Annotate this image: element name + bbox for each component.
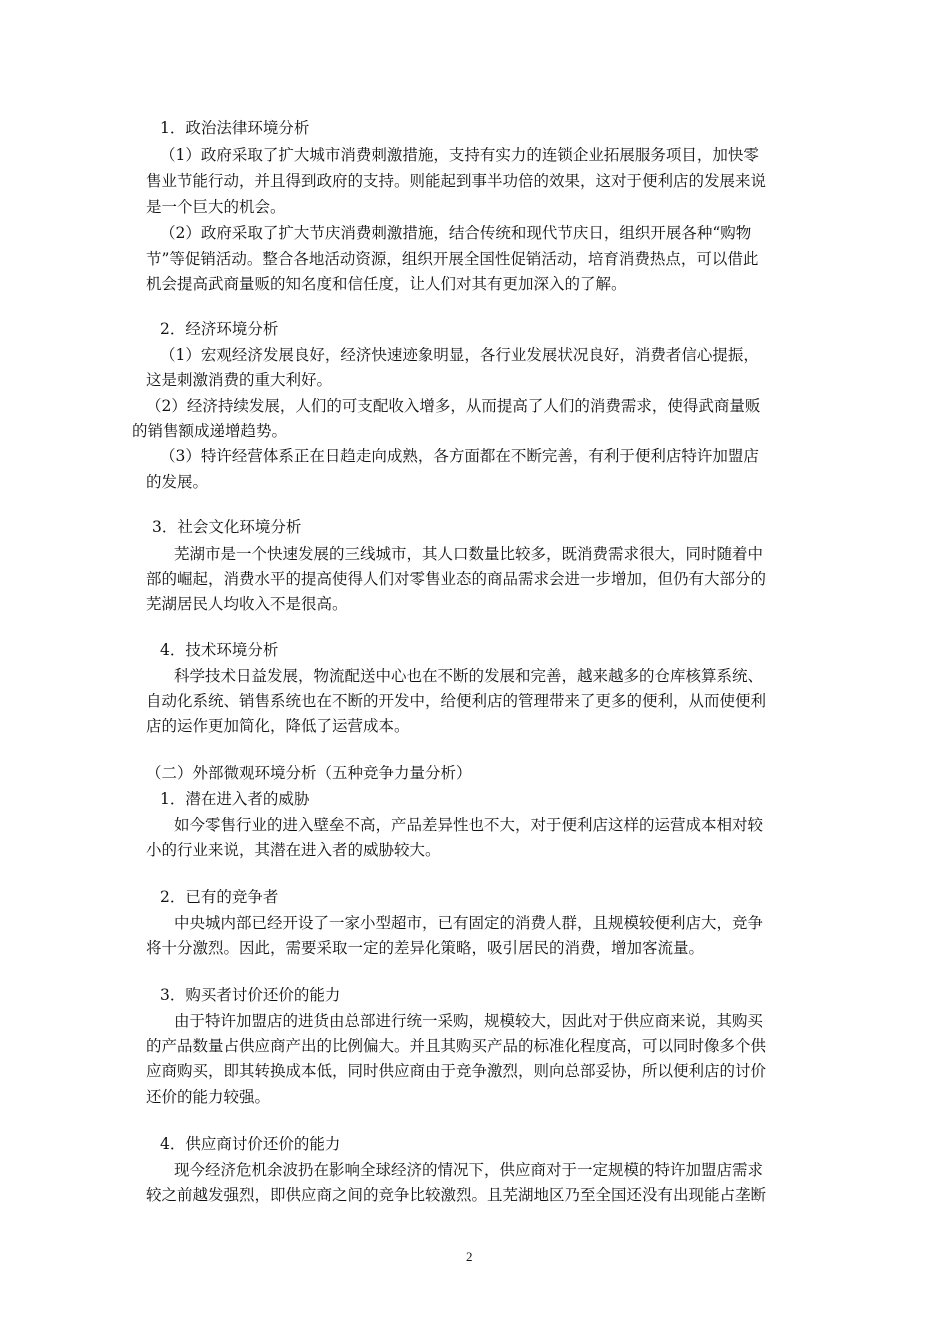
paragraph-line: 部的崛起，消费水平的提高使得人们对零售业态的商品需求会进一步增加，但仍有大部分的 [146,570,767,588]
paragraph-line: 店的运作更加简化，降低了运营成本。 [146,717,410,735]
paragraph-line: 节”等促销活动。整合各地活动资源，组织开展全国性促销活动，培育消费热点，可以借此 [146,250,759,268]
paragraph-line: 科学技术日益发展，物流配送中心也在不断的发展和完善，越来越多的仓库核算系统、 [174,667,764,685]
heading-existing-competitors: 2．已有的竞争者 [160,888,279,906]
heading-new-entrants: 1．潜在进入者的威胁 [160,790,310,808]
paragraph-line: （2）经济持续发展，人们的可支配收入增多，从而提高了人们的消费需求，使得武商量贩 [146,397,761,415]
paragraph-line: 现今经济危机余波扔在影响全球经济的情况下，供应商对于一定规模的特许加盟店需求 [174,1161,764,1179]
paragraph-line: 自动化系统、销售系统也在不断的开发中，给便利店的管理带来了更多的便利，从而使便利 [146,692,767,710]
paragraph-line: （1）政府采取了扩大城市消费刺激措施，支持有实力的连锁企业拓展服务项目，加快零 [160,146,759,164]
heading-buyer-power: 3．购买者讨价还价的能力 [160,986,341,1004]
paragraph-line: 应商购买，即其转换成本低，同时供应商由于竞争激烈，则向总部妥协，所以便利店的讨价 [146,1062,767,1080]
heading-social-cultural: 3．社会文化环境分析 [152,518,302,536]
paragraph-line: （3）特许经营体系正在日趋走向成熟，各方面都在不断完善，有利于便利店特许加盟店 [160,447,759,465]
paragraph-line: 芜湖市是一个快速发展的三线城市，其人口数量比较多，既消费需求很大，同时随着中 [174,545,764,563]
paragraph-line: 的销售额成递增趋势。 [132,422,288,440]
paragraph-line: 的发展。 [146,473,209,491]
paragraph-line: （1）宏观经济发展良好，经济快速迹象明显，各行业发展状况良好，消费者信心提振， [160,346,759,364]
paragraph-line: 的产品数量占供应商产出的比例偏大。并且其购买产品的标准化程度高，可以同时像多个供 [146,1037,767,1055]
paragraph-line: 将十分激烈。因此，需要采取一定的差异化策略，吸引居民的消费，增加客流量。 [146,939,705,957]
heading-technology: 4．技术环境分析 [160,641,279,659]
page-number: 2 [466,1249,473,1264]
paragraph-line: 芜湖居民人均收入不是很高。 [146,595,348,613]
paragraph-line: 较之前越发强烈，即供应商之间的竞争比较激烈。且芜湖地区乃至全国还没有出现能占垄断 [146,1186,767,1204]
heading-political-legal: 1．政治法律环境分析 [160,119,310,137]
paragraph-line: 如今零售行业的进入壁垒不高，产品差异性也不大，对于便利店这样的运营成本相对较 [174,816,764,834]
paragraph-line: 机会提高武商量贩的知名度和信任度，让人们对其有更加深入的了解。 [146,275,627,293]
paragraph-line: 还价的能力较强。 [146,1088,271,1106]
paragraph-line: 售业节能行动，并且得到政府的支持。则能起到事半功倍的效果，这对于便利店的发展来说 [146,172,767,190]
paragraph-line: 小的行业来说，其潜在进入者的威胁较大。 [146,841,441,859]
paragraph-line: 是一个巨大的机会。 [146,198,286,216]
section-heading-micro: （二）外部微观环境分析（五种竞争力量分析） [146,764,472,782]
paragraph-line: 由于特许加盟店的进货由总部进行统一采购，规模较大，因此对于供应商来说，其购买 [174,1012,764,1030]
heading-supplier-power: 4．供应商讨价还价的能力 [160,1135,341,1153]
paragraph-line: （2）政府采取了扩大节庆消费刺激措施，结合传统和现代节庆日，组织开展各种“购物 [160,224,752,242]
paragraph-line: 这是刺激消费的重大利好。 [146,371,333,389]
paragraph-line: 中央城内部已经开设了一家小型超市，已有固定的消费人群，且规模较便利店大，竞争 [174,914,764,932]
heading-economic: 2．经济环境分析 [160,320,279,338]
